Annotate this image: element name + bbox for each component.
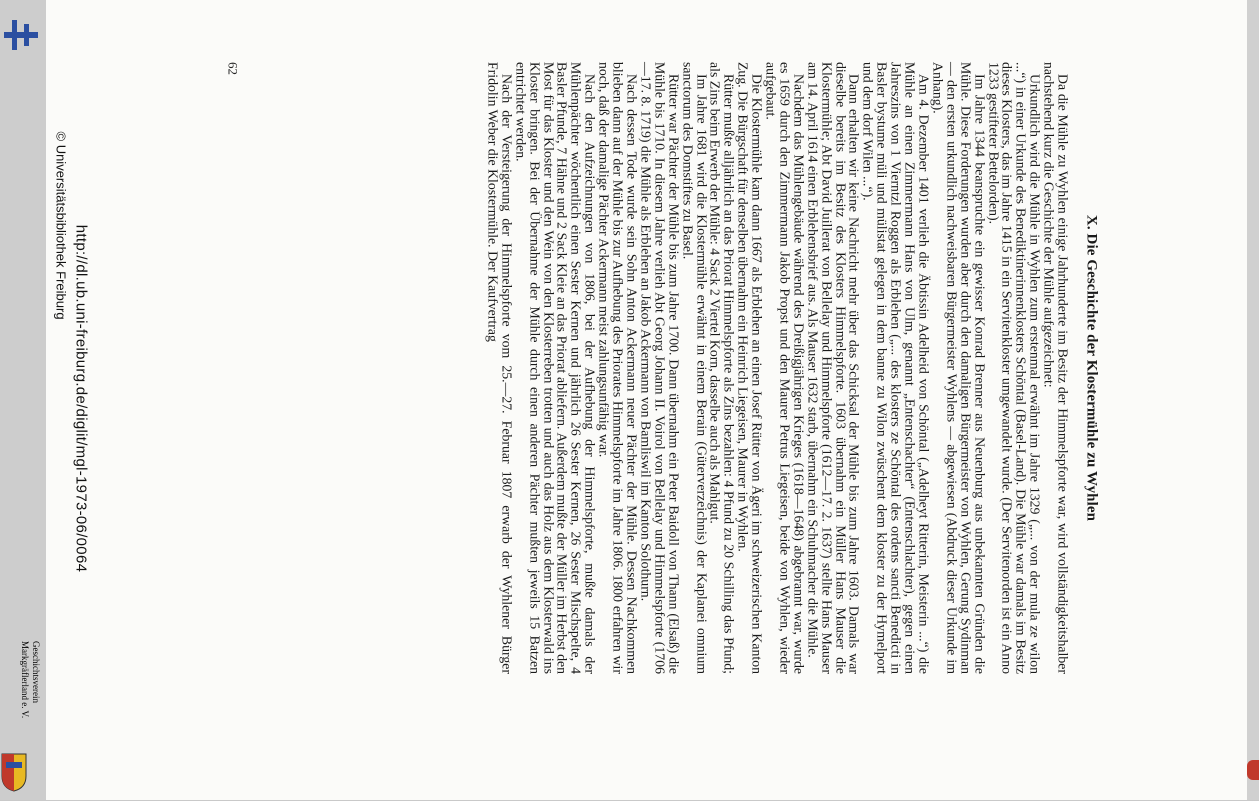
paragraph: Dann erhalten wir keine Nachricht mehr über das Schicksal der Mühle bis zum Jahre 1603. Damals war dieselbe bereits im Besitz des Klosters Himmelspforte. 1603 übernahm ein Müller Hans Mauser die Klostermühle; Abt David Juillerat von Bellelay und Himmelspforte (1612—17. 2. 1637) stellte Hans Mauser am 14. April 1614 einen Erblehensbrief aus. Als Mauser 1632 starb, übernahm ein Schuhmacher die Mühle.	[804, 62, 862, 674]
paragraph: Nach dessen Tode wurde sein Sohn Anton Ackermann neuer Pächter der Mühle. Dessen Nachkommen blieben dann auf der Mühle bis zur Aufhebung des Priorates Himmelspforte im Jahre 1806. 1800 erfahren wir noch, daß der damalige Pächter Ackermann meist zahlungsunfähig war.	[596, 62, 639, 674]
paragraph: Im Jahre 1344 beanspruchte ein gewisser Konrad Brenner aus Neuenburg aus unbekannten Gründen die Mühle. Diese Forderungen wurden aber durch den damaligen Bürgermeister von Wyhlen, Gerung Sydinman — den ersten urkundlich nachweisbaren Bürgermeister Wyhlens — abgewiesen (Abdruck dieser Urkunde im Anhang).	[929, 62, 987, 674]
paragraphs	[485, 62, 1069, 674]
right-gutter	[1247, 0, 1259, 800]
paragraph: Die Klostermühle kam dann 1667 als Erblehen an einen Josef Rütter von Ägeri im schweizerischen Kanton Zug. Die Bürgschaft für denselben übernahm ein Heinrich Liegeisen, Maurer in Wyhlen.	[735, 62, 765, 674]
watermark	[46, 0, 116, 800]
paragraph: Da die Mühle zu Wyhlen einige Jahrhunderte im Besitz der Himmelspforte war, wird vollständigkeitshalber nachstehend kurz die Geschichte der Mühle aufgezeichnet:	[1041, 62, 1071, 674]
org-name-line2: Markgräflerland e. V.	[20, 641, 30, 719]
paragraph: Nach der Versteigerung der Himmelspforte vom 25.—27. Februar 1807 erwarb der Wyhlener Bürger Fridolin Weber die Klostermühle. Der Kaufvertrag	[484, 62, 514, 674]
watermark-url: http://dl.ub.uni-freiburg.de/diglit/mgl-1973-06/0064	[72, 224, 90, 573]
paragraph: Rütter mußte alljährlich an das Priorat Himmelspforte als Zins bezahlen: 4 Pfund zu 20 Schilling das Pfund; als Zins beim Erwerb der Mühle: 4 Sack 2 Viertel Korn, dasselbe auch als Mahlgut.	[707, 62, 737, 674]
navigation-arrow-icon[interactable]	[1247, 760, 1259, 780]
paragraph: Nachdem das Mühlengebäude während des Dreißigjährigen Krieges (1618—1648) abgebrannt war, wurde es 1659 durch den Zimmermann Jakob Propst und den Maurer Petrus Liegeisen, beide von Wyhlen, wieder aufgebaut.	[763, 62, 806, 674]
paragraph: Rütter war Pächter der Mühle bis zum Jahre 1700. Dann übernahm ein Peter Baidoll von Thann (Elsaß) die Mühle bis 1710. In diesem Jahre verlieh Abt Georg Johann II. Voirol von Bellelay und Himmelspforte (1706—17. 8. 1719) die Mühle als Erblehen an Jakob Ackermann von Bamliswil im Kanton Solothurn.	[637, 62, 681, 674]
university-logo-icon	[4, 20, 38, 50]
paragraph: Urkundlich wird die Mühle in Wyhlen zum erstenmal erwähnt im Jahre 1329 („... von der mula ze wilon ...“) in einer Urkunde des Benediktinerinnenklosters Schöntal (Basel-Land). Die Mühle war damals im Besitz dieses Klosters, das im Jahre 1415 in ein Servitenkloster umgewandelt wurde. (Der Servitenorden ist ein Anno 1233 gestifteter Bettelorden).	[985, 62, 1043, 674]
page-content	[46, 0, 1247, 800]
org-name-line1: Geschichtsverein	[31, 641, 41, 703]
paragraph: Am 4. Dezember 1401 verlieh die Äbtissin Adelheid von Schöntal („Adelheyt Ritterin, Meisterin ...“) die Mühle an einen Zimmermann Hans von Ulm, genannt „Entenschachter“ (Entenschlachter), gegen einen Jahreszins von 1 Vierntzl Roggen als Erblehen („... des klosters ze Schöntal des ordens sancti Benedicti in Basler bystume müli und mülistat gelegen in dem banne zu Wilon zwüschent dem kloster zu der Hymelport und dem dorf Wilen ...“).	[860, 62, 932, 674]
paragraph: Nach den Aufzeichnungen von 1806, bei der Aufhebung der Himmelspforte, mußte damals der Mühlenpächter wöchentlich einen Sester Kernen und jährlich 26 Sester Kernen, 26 Sester Mischspelte, 4 Basler Pfunde, 7 Hähne und 2 Sack Kleie an das Priorat abliefern. Außerdem mußte der Müller im Herbst den Most für das Kloster und den Wein von den Klosterreben trotten und auch das Holz aus dem Klosterwald ins Kloster bringen. Bei der Übernahme der Mühle durch einen anderen Pächter mußten jeweils 15 Batzen entrichtet werden.	[512, 62, 598, 674]
society-crest-icon	[0, 752, 28, 792]
page-number: 62	[225, 62, 240, 75]
paragraph: Im Jahre 1681 wird die Klostermühle erwähnt in einem Berain (Güterverzeichnis) der Kaplanei omnium sanctorum des Domstiftes zu Basel.	[679, 62, 709, 674]
watermark-copyright: © Universitätsbibliothek Freiburg	[53, 131, 69, 320]
chapter-heading: X. Die Geschichte der Klostermühle zu Wyhlen	[1083, 214, 1099, 522]
text-column	[485, 62, 1097, 674]
scanned-page	[46, 0, 1247, 800]
